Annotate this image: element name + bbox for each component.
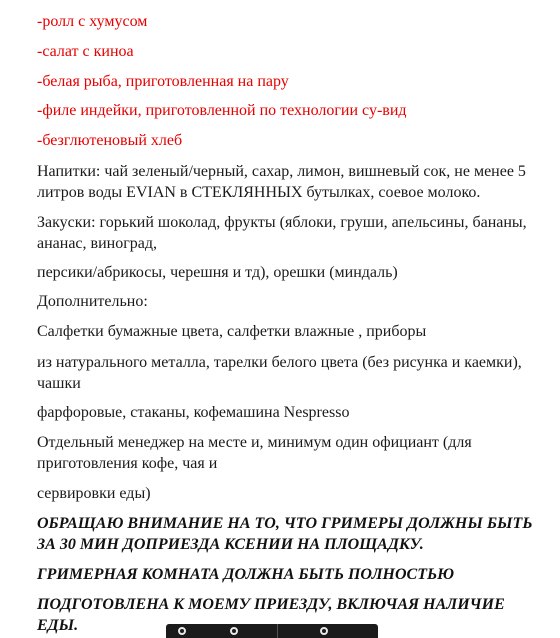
zoom-out-icon[interactable] — [178, 627, 186, 635]
snacks-paragraph: Закуски: горький шоколад, фрукты (яблоки, груши, апельсины, бананы, ананас, виноград, — [37, 214, 527, 252]
menu-item-gluten-free-bread: -безглютеновый хлеб — [37, 132, 183, 149]
menu-item-steamed-fish: -белая рыба, приготовленная на пару — [37, 73, 289, 90]
notice-dressing-room: ГРИМЕРНАЯ КОМНАТА ДОЛЖНА БЫТЬ ПОЛНОСТЬЮ — [37, 566, 455, 583]
search-icon[interactable] — [320, 627, 328, 635]
manager-paragraph: Отдельный менеджер на месте и, минимум один официант (для приготовления кофе, чая и — [37, 434, 472, 472]
additional-coffee-machine: фарфоровые, стаканы, кофемашина Nespresso — [37, 404, 350, 421]
toolbar-divider — [277, 624, 278, 638]
viewer-toolbar[interactable] — [166, 624, 378, 638]
snacks-continued: персики/абрикосы, черешня и тд), орешки (миндаль) — [37, 264, 398, 281]
additional-tableware: из натурального металла, тарелки белого цвета (без рисунка и каемки), чашки — [37, 354, 522, 392]
drinks-paragraph: Напитки: чай зеленый/черный, сахар, лимон, вишневый сок, не менее 5 литров воды EVIAN в СТЕКЛЯННЫХ бутылках, соевое молоко. — [37, 163, 526, 201]
manager-continued: сервировки еды) — [37, 485, 151, 502]
notice-makeup-artists: ОБРАЩАЮ ВНИМАНИЕ НА ТО, ЧТО ГРИМЕРЫ ДОЛЖНЫ БЫТЬ ЗА 30 МИН ДОПРИЕЗДА КСЕНИИ НА ПЛОЩАДКУ. — [37, 515, 533, 553]
menu-item-turkey-fillet: -филе индейки, приготовленной по технологии су-вид — [37, 102, 407, 119]
additional-napkins: Салфетки бумажные цвета, салфетки влажные , приборы — [37, 323, 427, 340]
zoom-in-icon[interactable] — [230, 627, 238, 635]
menu-item-quinoa-salad: -салат с киноа — [37, 43, 134, 60]
menu-item-hummus-roll: -ролл с хумусом — [37, 13, 148, 30]
additional-heading: Дополнительно: — [37, 293, 148, 310]
notice-dressing-room-continued: ПОДГОТОВЛЕНА К МОЕМУ ПРИЕЗДУ, ВКЛЮЧАЯ НАЛИЧИЕ ЕДЫ. — [37, 596, 505, 634]
